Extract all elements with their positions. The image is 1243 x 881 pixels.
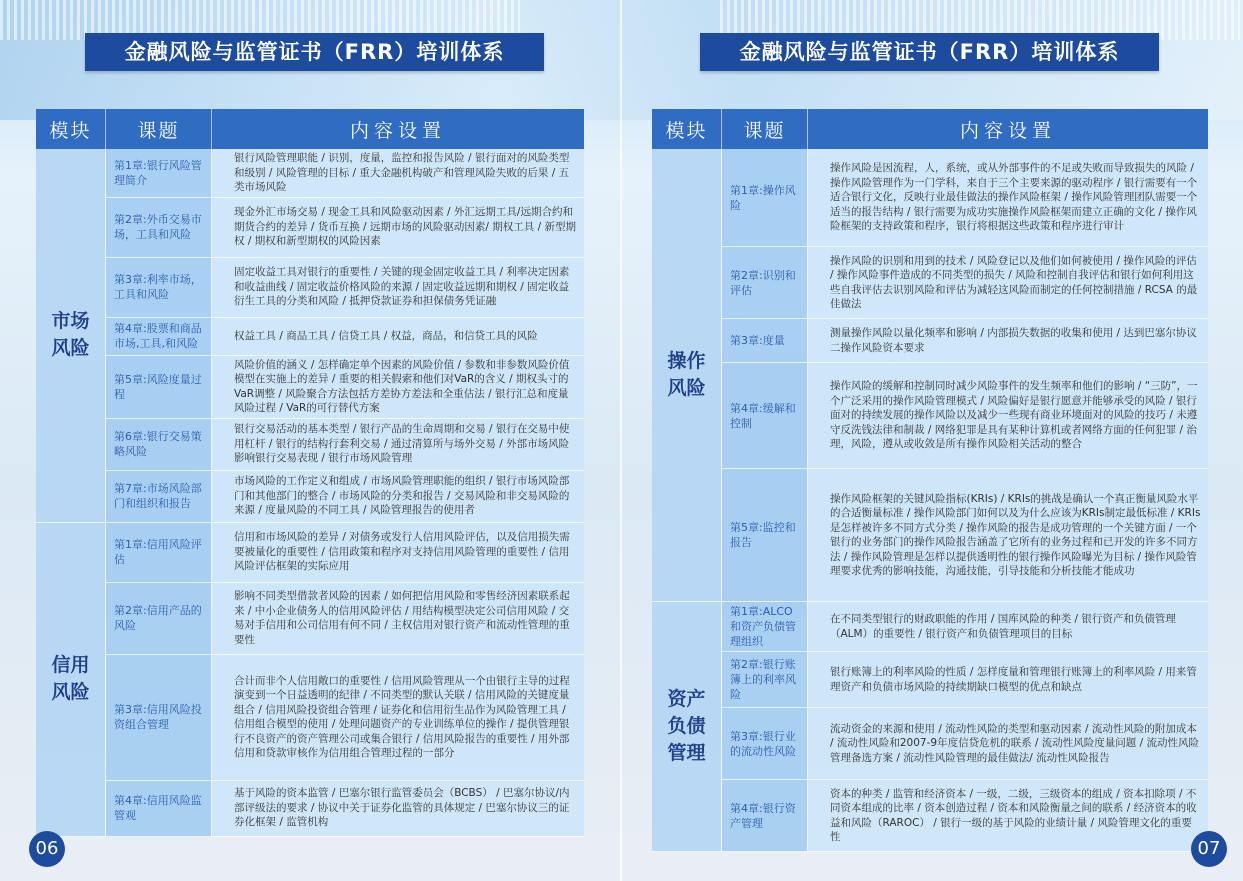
content-cell: 流动资金的来源和使用 / 流动性风险的类型和驱动因素 / 流动性风险的附加成本 / 流动性风险和2007-9年度信贷危机的联系 / 流动性风险度量问题 / 流动性风险管理备选方案 / 流动性风险管理的最佳做法/ 流动性风险报告 (808, 708, 1208, 780)
table-row (36, 583, 584, 655)
header-module: 模块 (652, 109, 722, 149)
table-row (36, 318, 584, 356)
table-row (36, 356, 584, 419)
header-content: 内容设置 (212, 109, 584, 149)
table-header-row (36, 109, 584, 149)
topic-cell: 第1章:操作风险 (722, 149, 808, 247)
topic-cell: 第3章:银行业的流动性风险 (722, 708, 808, 780)
page-number: 07 (1191, 831, 1227, 867)
topic-cell: 第5章:风险度量过程 (106, 356, 212, 419)
content-cell: 市场风险的工作定义和组成 / 市场风险管理职能的组织 / 银行市场风险部门和其他部门的整合 / 市场风险的分类和报告 / 交易风险和非交易风险的来源 / 度量风险的不同工具 / 风险管理报告的使用者 (212, 471, 584, 523)
header-module: 模块 (36, 109, 106, 149)
table-row (36, 419, 584, 471)
table-row (652, 247, 1208, 319)
topic-cell: 第4章:信用风险监管观 (106, 781, 212, 837)
topic-cell: 第3章:度量 (722, 319, 808, 363)
module-cell-operational-risk: 操作风险 (652, 149, 722, 602)
topic-cell: 第6章:银行交易策略风险 (106, 419, 212, 471)
content-cell: 测量操作风险以量化频率和影响 / 内部损失数据的收集和使用 / 达到巴塞尔协议二操作风险资本要求 (808, 319, 1208, 363)
content-cell: 影响不同类型借款者风险的因素 / 如何把信用风险和零售经济因素联系起来 / 中小企业债务人的信用风险评估 / 用结构模型决定公司信用风险 / 交易对手信用和公司信用有何不同 / 主权信用对银行资产和流动性管理的重要性 (212, 583, 584, 655)
right-page (622, 0, 1243, 881)
content-cell: 银行账簿上的利率风险的性质 / 怎样度量和管理银行账簿上的利率风险 / 用来管理资产和负债市场风险的持续期缺口模型的优点和缺点 (808, 652, 1208, 708)
table-row (36, 198, 584, 258)
module-cell-alm: 资产负债管理 (652, 602, 722, 852)
header-topic: 课题 (106, 109, 212, 149)
content-cell: 操作风险的缓解和控制同时减少风险事件的发生频率和他们的影响 / “三防”，一个广泛采用的操作风险管理模式 / 风险偏好是银行愿意并能够承受的风险 / 银行面对的持续发展的操作风险以及减少一些现有商业环境面对的风险的技巧 / 未遵守反洗钱法律和制裁 / 网络犯罪是具有某种计算机或者网络方面的任何犯罪 / 治理，风险，遵从或收敛是所有操作风险相关活动的整合 (808, 363, 1208, 469)
content-cell: 基于风险的资本监管 / 巴塞尔银行监管委员会（BCBS） / 巴塞尔协议/内部评级法的要求 / 协议中关于证券化监管的具体规定 / 巴塞尔协议三的证券化框架 / 监管机构 (212, 781, 584, 837)
curriculum-table (36, 109, 584, 837)
page-number: 06 (29, 831, 65, 867)
table-row (36, 149, 584, 198)
topic-cell: 第4章:银行资产管理 (722, 780, 808, 852)
table-row (652, 780, 1208, 852)
module-cell-credit-risk: 信用风险 (36, 523, 106, 837)
topic-cell: 第2章:外币交易市场，工具和风险 (106, 198, 212, 258)
topic-cell: 第2章:银行账簿上的利率风险 (722, 652, 808, 708)
module-cell-market-risk: 市场风险 (36, 149, 106, 523)
content-cell: 现金外汇市场交易 / 现金工具和风险驱动因素 / 外汇远期工具/远期合约和期货合约的差异 / 货币互换 / 远期市场的风险驱动因素/ 期权工具 / 新型期权 / 期权和新型期权的风险因素 (212, 198, 584, 258)
content-cell: 信用和市场风险的差异 / 对债务或发行人信用风险评估，以及信用损失需要被量化的重要性 / 信用政策和程序对支持信用风险管理的重要性 / 信用风险评估框架的实际应用 (212, 523, 584, 583)
table-row (36, 258, 584, 318)
table-row (652, 149, 1208, 247)
topic-cell: 第4章:股票和商品市场,工具,和风险 (106, 318, 212, 356)
topic-cell: 第4章:缓解和控制 (722, 363, 808, 469)
table-row (652, 708, 1208, 780)
topic-cell: 第3章:信用风险投资组合管理 (106, 655, 212, 781)
content-cell: 合计而非个人信用敞口的重要性 / 信用风险管理从一个由银行主导的过程演变到一个日益透明的纪律 / 不同类型的默认关联 / 信用风险的关键度量组合 / 信用风险投资组合管理 / 证券化和信用衍生品作为风险管理工具 / 信用组合模型的使用 / 处理问题资产的专业训练单位的操作 / 提供管理银行不良资产的资产管理公司或集合银行 / 信用风险报告的重要性 / 用外部信用和贷款审核作为信用组合管理过程的一部分 (212, 655, 584, 781)
table-row (36, 471, 584, 523)
content-cell: 资本的种类 / 监管和经济资本 / 一级，二级，三级资本的组成 / 资本扣除项 / 不同资本组成的比率 / 资本创造过程 / 资本和风险衡量之间的联系 / 经济资本的收益和风险（RAROC） / 银行一级的基于风险的业绩计量 / 风险管理文化的重要性 (808, 780, 1208, 852)
topic-cell: 第1章:ALCO和资产负债管理组织 (722, 602, 808, 652)
table-row (652, 602, 1208, 652)
topic-cell: 第7章:市场风险部门和组织和报告 (106, 471, 212, 523)
content-cell: 在不同类型银行的财政职能的作用 / 国库风险的种类 / 银行资产和负债管理（ALM）的重要性 / 银行资产和负债管理项目的目标 (808, 602, 1208, 652)
table-row (36, 781, 584, 837)
page-title: 金融风险与监管证书（FRR）培训体系 (85, 33, 544, 71)
topic-cell: 第2章:识别和评估 (722, 247, 808, 319)
table-row (652, 469, 1208, 602)
topic-cell: 第2章:信用产品的风险 (106, 583, 212, 655)
curriculum-table (652, 109, 1208, 852)
page-title: 金融风险与监管证书（FRR）培训体系 (700, 33, 1159, 71)
table-row (652, 319, 1208, 363)
topic-cell: 第5章:监控和报告 (722, 469, 808, 602)
left-page (0, 0, 621, 881)
topic-cell: 第1章:信用风险评估 (106, 523, 212, 583)
content-cell: 风险价值的涵义 / 怎样确定单个因素的风险价值 / 参数和非参数风险价值模型在实施上的差异 / 重要的相关假索和他们对VaR的含义 / 期权头寸的VaR调整 / 风险聚合方法包括方差协方差法和全重估法 / 银行汇总和度量风险过程 / VaR的可行替代方案 (212, 356, 584, 419)
table-header-row (652, 109, 1208, 149)
content-cell: 固定收益工具对银行的重要性 / 关键的现金固定收益工具 / 利率决定因素和收益曲线 / 固定收益价格风险的来源 / 固定收益远期和期权 / 固定收益衍生工具的分类和风险 / 抵押贷款证券和担保债务凭证融 (212, 258, 584, 318)
header-topic: 课题 (722, 109, 808, 149)
content-cell: 银行风险管理职能 / 识别，度量，监控和报告风险 / 银行面对的风险类型和级别 / 风险管理的目标 / 重大金融机构破产和管理风险失败的后果 / 五类市场风险 (212, 149, 584, 198)
content-cell: 操作风险是因流程，人，系统，或从外部事件的不足或失败而导致损失的风险 / 操作风险管理作为一门学科，来自于三个主要来源的驱动程序 / 银行需要有一个适合银行文化，反映行业最佳做法的操作风险框架 / 操作风险管理团队需要一个适当的报告结构 / 银行需要为成功实施操作风险框架而建立正确的文化 / 操作风险框架的支持政策和程序，银行将根据这些政策和程序进行审计 (808, 149, 1208, 247)
table-row (652, 363, 1208, 469)
table-row (36, 523, 584, 583)
table-row (652, 652, 1208, 708)
topic-cell: 第1章:银行风险管理简介 (106, 149, 212, 198)
header-content: 内容设置 (808, 109, 1208, 149)
content-cell: 权益工具 / 商品工具 / 信贷工具 / 权益，商品，和信贷工具的风险 (212, 318, 584, 356)
topic-cell: 第3章:利率市场，工具和风险 (106, 258, 212, 318)
table-row (36, 655, 584, 781)
content-cell: 操作风险框架的关键风险指标(KRIs) / KRIs的挑战是确认一个真正衡量风险水平的合适衡量标准 / 操作风险部门如何以及为什么应该为KRIs制定最低标准 / KRIs是怎样被许多不同方式分类 / 操作风险的报告是成功管理的一个关键方面 / 一个银行的业务部门的操作风险报告涵盖了它所有的业务过程和已开发的许多不同方法 / 操作风险管理是怎样以提供透明性的银行操作风险曝光为目标 / 操作风险管理要求优秀的影响技能，沟通技能，引导技能和分析技能才能成功 (808, 469, 1208, 602)
content-cell: 银行交易活动的基本类型 / 银行产品的生命周期和交易 / 银行在交易中使用杠杆 / 银行的结构行套利交易 / 通过清算所与场外交易 / 外部市场风险影响银行交易表现 / 银行市场风险管理 (212, 419, 584, 471)
content-cell: 操作风险的识别和用到的技术 / 风险登记以及他们如何被使用 / 操作风险的评估 / 操作风险事件造成的不同类型的损失 / 风险和控制自我评估和银行如何利用这些自我评估去识别风险和评估为减轻这风险而制定的任何控制措施 / RCSA 的最佳做法 (808, 247, 1208, 319)
